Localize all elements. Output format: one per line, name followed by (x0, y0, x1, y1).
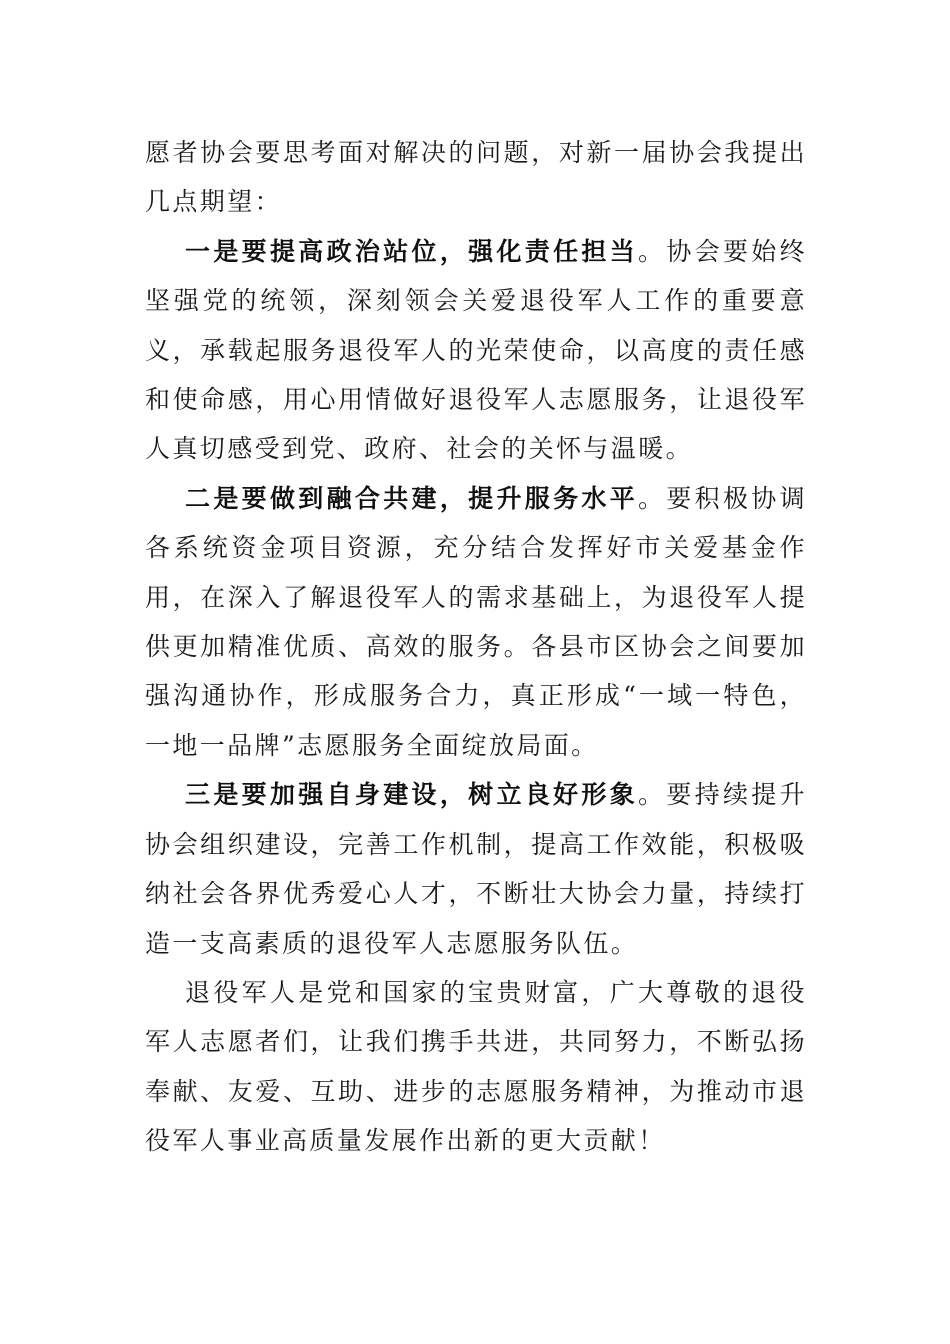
paragraph-point-two (145, 474, 807, 770)
paragraph-lead-heading: 二是要做到融合共建，提升服务水平 (185, 483, 639, 513)
paragraph-text: 。要积极协调各系统资金项目资源，充分结合发挥好市关爱基金作用，在深入了解退役军人的需求基础上，为退役军人提供更加精准优质、高效的服务。各县市区协会之间要加强沟通协作，形成服务合力，真正形成“一域一特色，一地一品牌”志愿服务全面绽放局面。 (145, 483, 808, 760)
document-body (145, 128, 807, 1166)
paragraph-lead-heading: 一是要提高政治站位，强化责任担当 (185, 236, 639, 266)
paragraph-point-three (145, 770, 807, 968)
paragraph-conclusion (145, 968, 807, 1166)
paragraph-lead-heading: 三是要加强自身建设，树立良好形象 (185, 780, 639, 810)
paragraph-intro-continuation (145, 128, 807, 227)
paragraph-text: 。协会要始终坚强党的统领，深刻领会关爱退役军人工作的重要意义，承载起服务退役军人的光荣使命，以高度的责任感和使命感，用心用情做好退役军人志愿服务，让退役军人真切感受到党、政府、社会的关怀与温暖。 (145, 236, 808, 464)
paragraph-text: 愿者协会要思考面对解决的问题，对新一届协会我提出几点期望： (145, 138, 807, 217)
paragraph-point-one (145, 227, 807, 474)
paragraph-text: 。要持续提升协会组织建设，完善工作机制，提高工作效能，积极吸纳社会各界优秀爱心人才，不断壮大协会力量，持续打造一支高素质的退役军人志愿服务队伍。 (145, 780, 808, 958)
paragraph-text: 退役军人是党和国家的宝贵财富，广大尊敬的退役军人志愿者们，让我们携手共进，共同努力，不断弘扬奉献、友爱、互助、进步的志愿服务精神，为推动市退役军人事业高质量发展作出新的更大贡献！ (145, 977, 807, 1156)
